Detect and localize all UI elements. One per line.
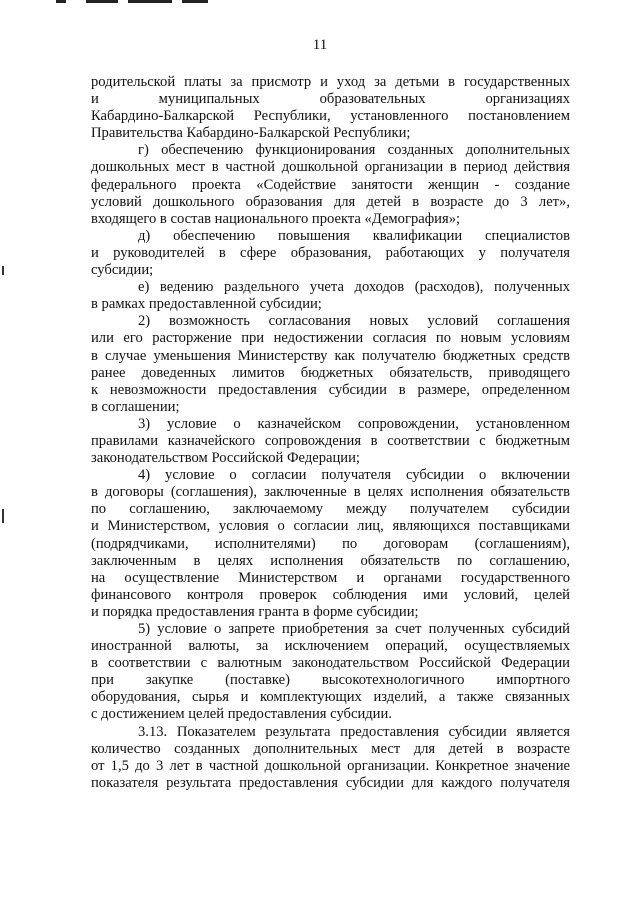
paragraph [91, 228, 570, 279]
text-line: г) обеспечению функционирования созданных дополнительных [138, 142, 570, 159]
text-line: 3.13. Показателем результата предоставления субсидии является [138, 723, 570, 740]
text-line: федерального проекта «Содействие занятости женщин - создание [91, 176, 570, 193]
text-line: ранее доведенных лимитов бюджетных обязательств, приводящего [91, 364, 570, 381]
text-line: в договоры (соглашения), заключенные в целях исполнения обязательств [91, 484, 570, 501]
document-body [91, 74, 570, 792]
text-line: по соглашению, заключаемому между получателем субсидии [91, 501, 570, 518]
text-line: количество созданных дополнительных мест для детей в возрасте [91, 740, 570, 757]
left-margin-scan-mark [2, 509, 4, 523]
text-line: и Министерством, условия о согласии лиц, являющихся поставщиками [91, 518, 570, 535]
text-line: к невозможности предоставления субсидии в размере, определенном [91, 381, 570, 398]
text-line: входящего в состав национального проекта «Демография»; [91, 210, 461, 227]
text-line: и порядка предоставления гранта в форме субсидии; [91, 603, 419, 620]
top-edge-scan-marks [0, 0, 640, 6]
paragraph [91, 279, 570, 313]
text-line: иностранной валюты, за исключением операций, осуществляемых [91, 638, 570, 655]
text-line: Кабардино-Балкарской Республики, установленного постановлением [91, 108, 570, 125]
text-line: 2) возможность согласования новых условий соглашения [138, 313, 570, 330]
text-line: Правительства Кабардино-Балкарской Республики; [91, 125, 411, 142]
text-line: заключенным в целях исполнения обязательств по соглашению, [91, 552, 570, 569]
text-line: дошкольных мест в частной дошкольной организации в период действия [91, 159, 570, 176]
text-line: правилами казначейского сопровождения в соответствии с бюджетным [91, 432, 570, 449]
paragraph [91, 467, 570, 621]
text-line: с достижением целей предоставления субсидии. [91, 706, 392, 723]
text-line: е) ведению раздельного учета доходов (расходов), полученных [138, 279, 570, 296]
text-line: от 1,5 до 3 лет в частной дошкольной организации. Конкретное значение [91, 757, 570, 774]
paragraph [91, 416, 570, 467]
text-line: д) обеспечению повышения квалификации специалистов [138, 227, 570, 244]
text-line: и руководителей в сфере образования, работающих у получателя [91, 244, 570, 261]
text-line: в рамках предоставленной субсидии; [91, 296, 322, 313]
text-line: финансового контроля проверок соблюдения ими условий, целей [91, 586, 570, 603]
text-line: условий дошкольного образования для детей в возрасте до 3 лет», [91, 193, 570, 210]
text-line: показателя результата предоставления субсидии для каждого получателя [91, 774, 570, 791]
text-line: родительской платы за присмотр и уход за детьми в государственных [91, 74, 570, 90]
paragraph [91, 313, 570, 416]
text-line: или его расторжение при недостижении согласия по новым условиям [91, 330, 570, 347]
paragraph [91, 142, 570, 227]
text-line: при закупке (поставке) высокотехнологичного импортного [91, 672, 570, 689]
text-line: 5) условие о запрете приобретения за счет полученных субсидий [138, 621, 570, 637]
text-line: законодательством Российской Федерации; [91, 450, 360, 467]
text-line: (подрядчиками, исполнителями) по договорам (соглашениям), [91, 535, 570, 552]
text-line: в соглашении; [91, 398, 180, 415]
text-line: 4) условие о согласии получателя субсидии о включении [138, 467, 570, 484]
text-line: субсидии; [91, 262, 154, 279]
text-line: в случае уменьшения Министерству как получателю бюджетных средств [91, 347, 570, 364]
paragraph [91, 74, 570, 142]
text-line: и муниципальных образовательных организациях [91, 91, 570, 108]
text-line: 3) условие о казначейском сопровождении, установленном [138, 415, 570, 432]
page-number: 11 [312, 37, 328, 53]
paragraph [91, 724, 570, 792]
text-line: на осуществление Министерством и органами государственного [91, 569, 570, 586]
paragraph [91, 621, 570, 724]
left-margin-scan-mark [2, 266, 4, 275]
text-line: оборудования, сырья и комплектующих изделий, а также связанных [91, 689, 570, 706]
text-line: в соответствии с валютным законодательством Российской Федерации [91, 655, 570, 672]
